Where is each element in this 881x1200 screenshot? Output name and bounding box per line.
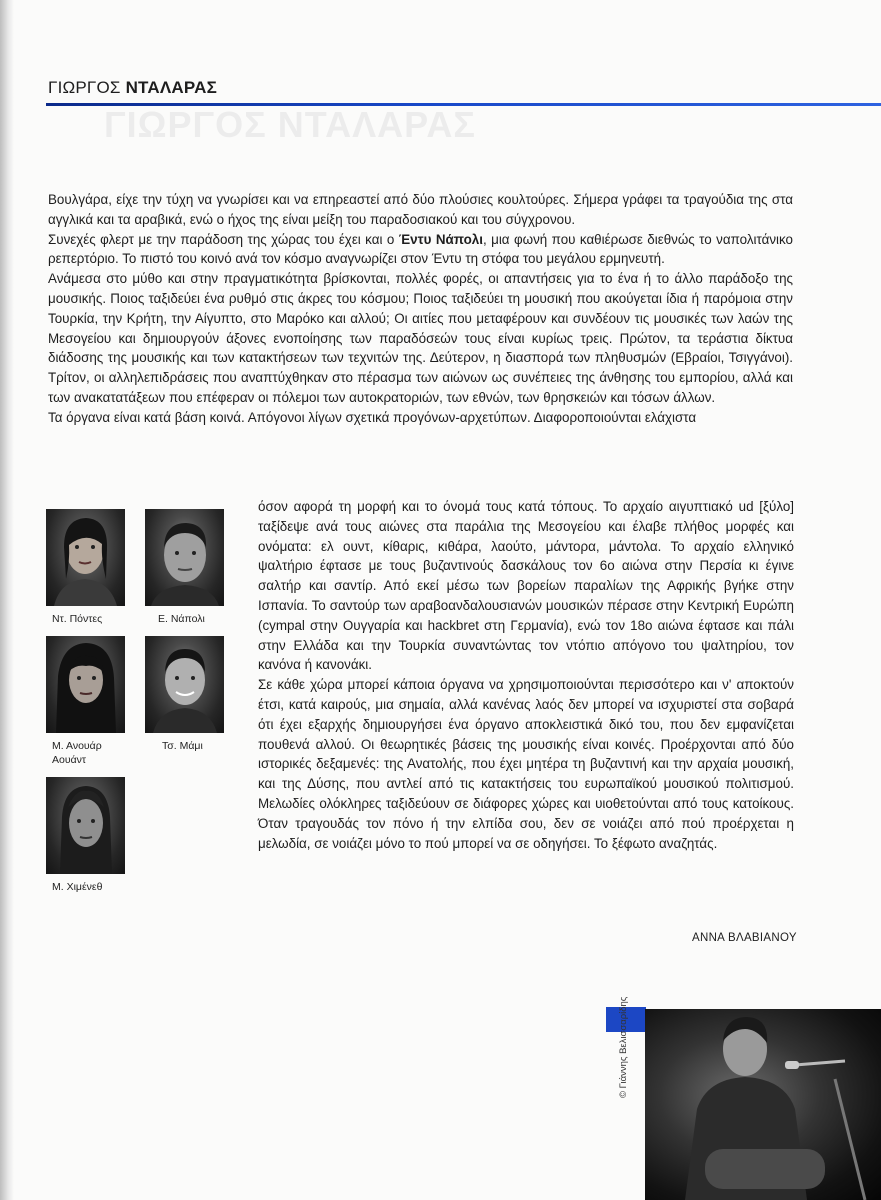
portrait-mami [145,636,224,733]
page-header [48,78,217,98]
caption-anouar-line2: Αουάντ [52,754,87,766]
portrait-jimenez [46,777,125,874]
paragraph-2 [48,230,793,270]
article-signature: ΑΝΝΑ ΒΛΑΒΙΑΝΟΥ [692,932,797,944]
name-napoli: Έντυ Νάπολι [398,231,483,247]
woman-portrait-icon [46,777,125,874]
paragraph-3: Ανάμεσα στο μύθο και στην πραγματικότητα βρίσκονται, πολλές φορές, οι απαντήσεις για το ένα ή το άλλο παράδοξο της μουσικής. Ποιος ταξιδεύει ένα ρυθμό στις άκρες του κόσμου; Ποιος ταξιδεύει τη μουσική που ακούγεται ίδια ή παρόμοια στην Τουρκία, την Κρήτη, την Αίγυπτο, στο Μαρόκο και αλλού; Οι αιτίες που μεταφέρουν και συνδέουν τις μουσικές των λαών της Μεσογείου και δημιουργούν άξονες ενοποίησης των παραδόσεών τους είναι κυρίως τρεις. Πρώτον, τα τεράστια δίκτυα διάδοσης της μουσικής και των κατακτήσεων των τεχνιτών της. Δεύτερον, η διασπορά των πληθυσμών (Εβραίοι, Τσιγγάνοι). Τρίτον, οι αλληλεπιδράσεις που αναπτύχθηκαν στο πέρασμα των αιώνων ως συνέπειες της άνθησης του εμπορίου, αλλά και των ανακατατάξεων που επέφεραν οι πόλεμοι των αυτοκρατοριών, των εθνών, των θρησκειών και τόσων άλλων. [48,271,793,405]
photo-credit: © Γιάννης Βελισσαρίδης [618,996,629,1098]
article-body [48,190,793,428]
singer-with-guitar-icon [645,1009,881,1200]
portrait-napoli [145,509,224,606]
page-edge-shadow [0,0,14,1200]
paragraph-2-a: Συνεχές φλερτ με την παράδοση της χώρας του έχει και ο [48,231,399,247]
article-wrapped-column [258,497,794,853]
paragraph-2-b: , μια φωνή που καθιέρωσε διεθνώς το ναπολιτάνικο ρεπερτόριο. Το πιστό του κοινό ανά τον κόσμο αναγνωρίζει στον Έντυ τη στόφα του μεγάλου ερμηνευτή. [48,231,793,267]
paragraph-1: Βουλγάρα, είχε την τύχη να γνωρίσει και να επηρεαστεί από δύο πλούσιες κουλτούρες. Σήμερα γράφει τα τραγούδια της στα αγγλικά και τα αραβικά, ενώ ο ήχος της είναι μείξη του παραδοσιακού και του σύγχρονου. [48,192,793,227]
woman-portrait-icon [46,636,125,733]
paragraph-5: Σε κάθε χώρα μπορεί κάποια όργανα να χρησιμοποιούνται περισσότερο και ν' αποκτούν έτσι, κατά καιρούς, μια σημαία, αλλά κανένας λαός δεν μπορεί να ισχυριστεί στα σοβαρά ότι έχει εξαρχής δημιουργήσει ένα όργανο αποκλειστικά δικό του, που δεν εμφανίζεται πουθενά αλλού. Οι θεωρητικές βάσεις της μουσικής είναι κοινές. Προέρχονται από δύο ιστορικές δεξαμενές: της Ανατολής, που έχει μητέρα τη βυζαντινή και την αρχαία μουσική, και της Δύσης, που αντλεί από τις κατακτήσεις του ευρωπαϊκού μουσικού πολιτισμού. Μελωδίες ολόκληρες ταξιδεύουν σε διάφορες χώρες και υιοθετούνται από τους κατοίκους. Όταν τραγουδάς τον πόνο ή την ελπίδα σου, δεν σε νοιάζει από πού προέρχεται η μελωδία, σε νοιάζει μόνο το πού μπορεί να σε οδηγήσει. Το ξέφωτο αναζητάς. [258,677,794,851]
caption-anouar [52,739,102,767]
man-portrait-icon [145,509,224,606]
header-last-name: ΝΤΑΛΑΡΑΣ [125,78,218,97]
paragraph-4-rest: όσον αφορά τη μορφή και το όνομά τους κατά τόπους. Το αρχαίο αιγυπτιακό ud [ξύλο] ταξίδεψε ανά τους αιώνες στα παράλια της Μεσογείου και έλαβε πλήθος μορφές και ονόματα: ελ ουντ, κίθαρις, κιθάρα, λαούτο, μάντορα, μάντολα. Το αρχαίο ελληνικό ψαλτήριο έφτασε με τους βυζαντινούς δασκάλους τον 6ο αιώνα στην Περσία κι έγινε σαλτήρ και σαντίρ. Από εκεί μέσω των βορείων παραλίων της Αφρικής βγήκε στην Ισπανία. Το σαντούρ των αραβοανδαλουσιανών μουσικών πέρασε στην Κεντρική Ευρώπη (cympal στην Ουγγαρία και hackbret στη Γερμανία), ενώ τον 18ο αιώνα έφτασε και πάλι στην Ελλάδα και την Τουρκία συναντώντας τον ντόπιο απόγονο του ψαλτηρίου, τον κανόνα ή κανονάκι. [258,499,794,673]
caption-mami: Τσ. Μάμι [162,740,203,752]
caption-napoli: Ε. Νάπολι [158,613,205,625]
caption-pontes: Ντ. Πόντες [52,613,103,625]
paragraph-4-intro: Τα όργανα είναι κατά βάση κοινά. Απόγονοι λίγων σχετικά προγόνων-αρχετύπων. Διαφοροποιούνται ελάχιστα [48,409,697,425]
concert-photo [645,1009,881,1200]
man-portrait-icon [145,636,224,733]
header-first-name: ΓΙΩΡΓΟΣ [48,78,121,97]
caption-anouar-line1: Μ. Ανουάρ [52,740,102,752]
caption-jimenez: Μ. Χιμένεθ [52,881,103,893]
ghost-title: ΓΙΩΡΓΟΣ ΝΤΑΛΑΡΑΣ [104,104,477,145]
portrait-anouar [46,636,125,733]
woman-portrait-icon [46,509,125,606]
portrait-pontes [46,509,125,606]
